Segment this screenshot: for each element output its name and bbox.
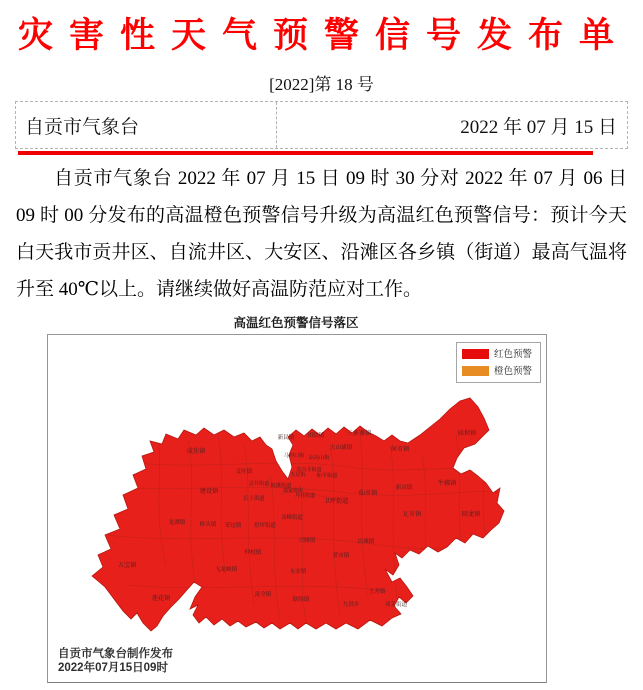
map-region-label: 回龙镇 xyxy=(461,510,481,518)
map-region-label: 黄市镇 xyxy=(332,552,350,559)
warning-area-map xyxy=(47,334,547,683)
map-credit-line1: 自贡市气象台制作发布 xyxy=(58,647,173,660)
map-region-label: 成佳镇 xyxy=(186,447,206,455)
map-region-label: 五宝镇 xyxy=(117,561,137,569)
map-region-label: 仲权镇 xyxy=(244,549,262,556)
map-region-label: 五星街 xyxy=(290,471,306,478)
map-region-label: 飞龙峡镇 xyxy=(214,566,238,573)
map-region-label: 长土街道 xyxy=(243,495,265,502)
map-region-label: 贡井街道 xyxy=(248,480,270,487)
map-region-label: 牛佛镇 xyxy=(437,479,457,487)
map-credit-line2: 2022年07月15日09时 xyxy=(58,661,168,674)
map-region-label: 丹桂街道 xyxy=(294,492,316,499)
map-region-label: 卫坪街道 xyxy=(323,497,349,505)
map-region-label: 永安镇 xyxy=(289,568,307,575)
map-region-label: 凉高山街 xyxy=(308,454,330,461)
map-region-label: 团结镇 xyxy=(307,432,325,439)
map-region-label: 莲花镇 xyxy=(151,594,171,602)
map-region-label: 艾叶镇 xyxy=(235,468,253,475)
issue-date-cell: 2022 年 07 月 15 日 xyxy=(460,116,617,138)
map-region-label: 筱溪街道 xyxy=(270,482,292,489)
legend-label: 橙色预警 xyxy=(494,365,533,377)
map-region-label: 九洪乡 xyxy=(342,601,360,608)
red-divider-rule xyxy=(18,151,593,155)
map-region-label: 仙市镇 xyxy=(358,489,378,497)
warning-area-blob xyxy=(48,335,546,682)
map-region-label: 庙坝镇 xyxy=(457,429,477,437)
map-region-label: 何市镇 xyxy=(390,445,410,453)
map-region-label: 荣边镇 xyxy=(224,522,242,529)
map-region-label: 龙潭镇 xyxy=(168,519,186,526)
map-region-label: 瓦市镇 xyxy=(402,510,422,518)
map-region-label: 马冲口街 xyxy=(283,452,305,459)
legend-item xyxy=(462,366,536,377)
map-region-label: 和平街道 xyxy=(316,472,338,479)
map-region-label: 富全镇 xyxy=(254,591,272,598)
issuer-date-table xyxy=(15,101,628,149)
map-legend xyxy=(456,342,541,383)
legend-item xyxy=(462,349,536,360)
legend-color-swatch xyxy=(462,349,489,359)
map-region-label: 兴隆镇 xyxy=(298,537,316,544)
legend-color-swatch xyxy=(462,366,489,376)
map-region-label: 沿滩镇 xyxy=(357,538,375,545)
map-region-label: 联络镇 xyxy=(292,596,310,603)
map-credit xyxy=(58,647,173,675)
map-title: 高温红色预警信号落区 xyxy=(233,315,359,330)
page-title: 灾害性天气预警信号发布单 xyxy=(18,16,631,55)
warning-body-text: 自贡市气象台 2022 年 07 月 15 日 09 时 30 分对 2022 年 07 月 06 日 09 时 00 分发布的高温橙色预警信号升级为高温红色预警信号：预计今天白天我市贡井区、自流井区、大安区、沿滩区各乡镇（街道）最高气温将升至 40℃以上。请继续做好高温防范应对工作。 xyxy=(16,167,627,300)
map-region-label: 东兴寺街道 xyxy=(296,466,322,473)
map-region-label: 桥头镇 xyxy=(199,521,217,528)
legend-label: 红色预警 xyxy=(494,348,533,360)
map-region-label: 建设镇 xyxy=(199,487,219,495)
map-region-label: 三多寨镇 xyxy=(346,429,372,437)
map-region-label: 舒坪街道 xyxy=(254,522,276,529)
map-region-label: 邓关街道 xyxy=(384,601,408,608)
issue-number: [2022]第 18 号 xyxy=(269,75,374,94)
map-region-label: 郭家坳街 xyxy=(282,487,304,494)
map-region-label: 高峰街道 xyxy=(281,514,303,521)
map-region-label: 新民镇 xyxy=(277,434,295,441)
map-region-label: 大山铺镇 xyxy=(329,444,353,451)
map-region-label: 王井镇 xyxy=(368,588,386,595)
map-region-label: 新店镇 xyxy=(395,484,413,491)
issuer-cell: 自贡市气象台 xyxy=(16,102,277,148)
